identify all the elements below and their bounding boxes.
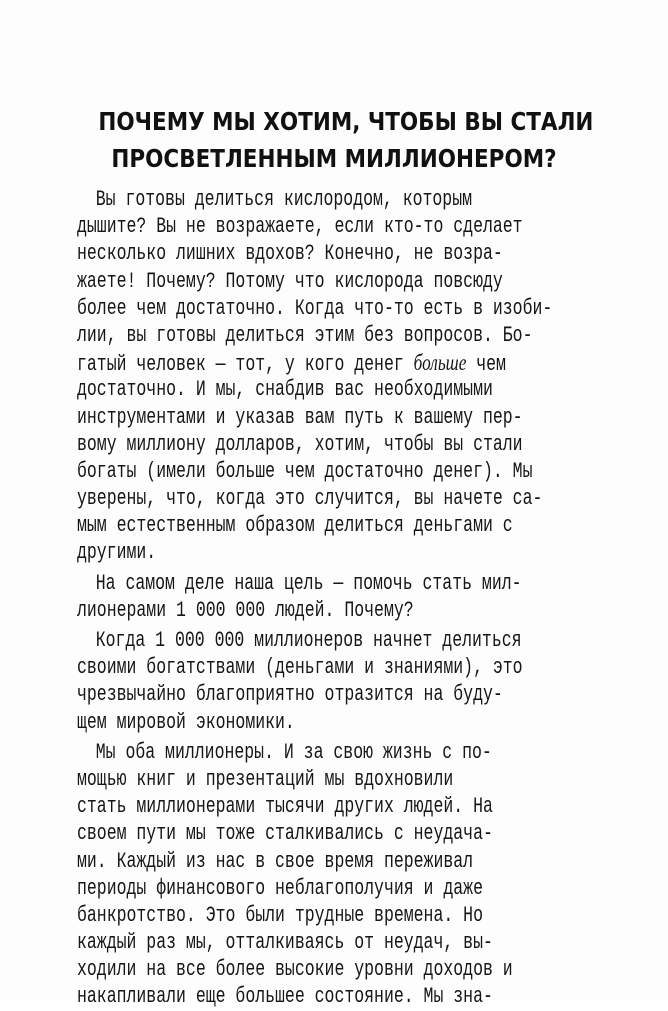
paragraph-line: ми. Каждый из нас в свое время переживал <box>77 848 474 874</box>
paragraph-line <box>77 349 552 376</box>
paragraph-line: лии, вы готовы делиться этим без вопросов. Бо- <box>77 322 533 348</box>
paragraph-line: периоды финансового неблагополучия и даже <box>77 875 483 901</box>
paragraph-line: лионерами 1 000 000 людей. Почему? <box>77 597 414 623</box>
body-text <box>77 186 552 1011</box>
paragraph-first-line: Вы готовы делиться кислородом, которым <box>95 187 473 212</box>
paragraph-line: каждый раз мы, отталкиваясь от неудач, вы- <box>77 930 493 956</box>
paragraph-line: накапливали еще большее состояние. Мы зна- <box>77 984 493 1010</box>
emphasis-word: больше <box>413 350 467 376</box>
paragraph-line: своем пути мы тоже сталкивались с неудача- <box>77 821 493 847</box>
paragraph-line: мым естественным образом делиться деньгами с <box>77 513 513 539</box>
paragraph-line: дышите? Вы не возражаете, если кто-то сделает <box>77 214 523 240</box>
paragraph-line: своими богатствами (деньгами и знаниями), это <box>77 655 523 681</box>
paragraph-line: чрезвычайно благоприятно отразится на буду- <box>77 682 503 708</box>
paragraph-line: банкротство. Это были трудные времена. Но <box>77 902 483 928</box>
paragraph-line: уверены, что, когда это случится, вы начете са- <box>77 486 543 512</box>
paragraph-line: ходили на все более высокие уровни доходов и <box>77 957 513 983</box>
paragraph-line: жаете! Почему? Потому что кислорода повсюду <box>77 268 503 294</box>
paragraph-line: вому миллиону долларов, хотим, чтобы вы стали <box>77 431 523 457</box>
paragraph-line: достаточно. И мы, снабдив вас необходимыми <box>77 377 493 403</box>
paragraph-first-line: Мы оба миллионеры. И за свою жизнь с по- <box>95 739 492 765</box>
paragraph-line: другими. <box>77 540 157 566</box>
paragraph-line: инструментами и указав вам путь к вашему пер- <box>77 404 523 430</box>
paragraph-line: несколько лишних вдохов? Конечно, не возра- <box>77 241 503 267</box>
paragraph-first-line: На самом деле наша цель — помочь стать мил- <box>95 570 522 596</box>
chapter-title-line-1: ПОЧЕМУ МЫ ХОТИМ, ЧТОБЫ ВЫ СТАЛИ <box>98 106 594 136</box>
paragraph-line: стать миллионерами тысячи других людей. На <box>77 794 493 820</box>
paragraph-line: мощью книг и презентаций мы вдохновили <box>77 766 454 792</box>
text-segment: чем <box>466 352 506 378</box>
text-segment: гатый человек — тот, у кого денег <box>77 352 414 378</box>
chapter-title <box>98 103 594 177</box>
paragraph-line: более чем достаточно. Когда что-то есть в изоби- <box>77 295 553 321</box>
chapter-title-line-2: ПРОСВЕТЛЕННЫМ МИЛЛИОНЕРОМ? <box>111 143 557 173</box>
paragraph-first-line: Когда 1 000 000 миллионеров начнет делиться <box>95 628 522 653</box>
paragraph-line: щем мировой экономики. <box>77 709 295 735</box>
paragraph-line: богаты (имели больше чем достаточно денег). Мы <box>77 458 533 484</box>
